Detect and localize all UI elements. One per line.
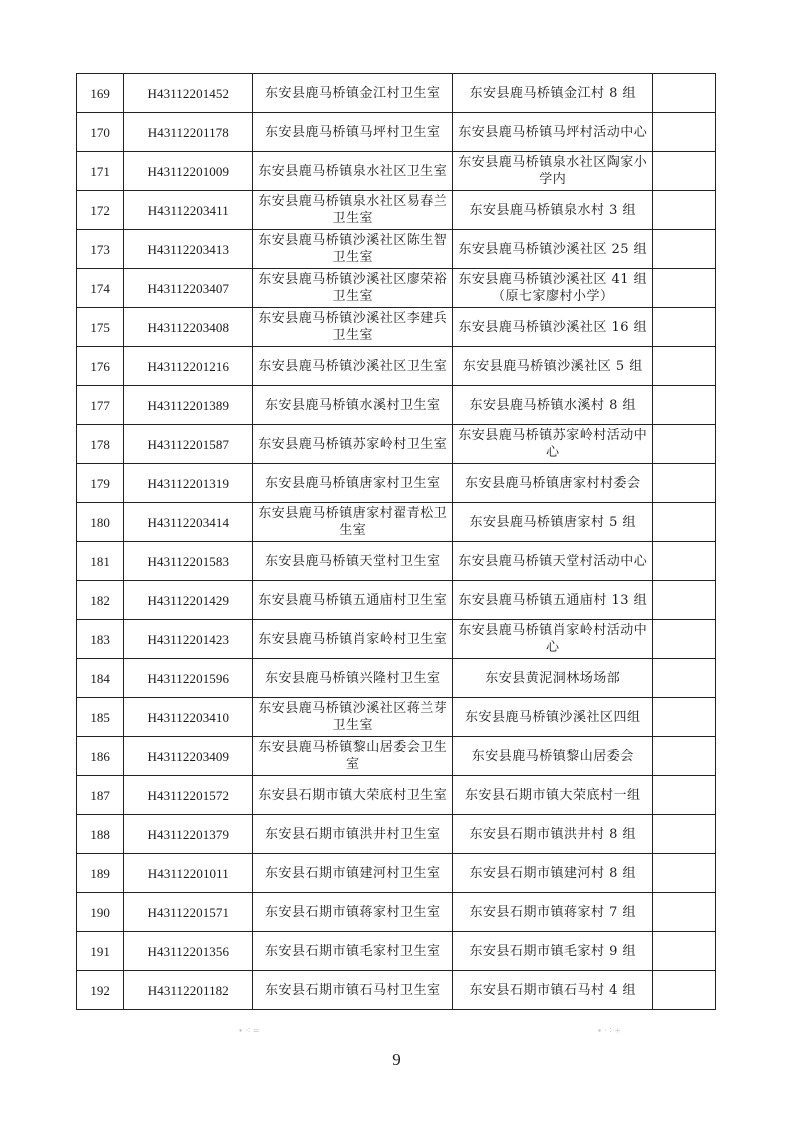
row-index: 179 (77, 464, 124, 503)
row-index: 169 (77, 74, 124, 113)
table-row (77, 152, 716, 191)
row-index: 178 (77, 425, 124, 464)
institution-code: H43112203411 (124, 191, 253, 230)
clinic-name: 东安县鹿马桥镇金江村卫生室 (253, 74, 453, 113)
clinic-address: 东安县黄泥洞林场场部 (453, 659, 653, 698)
row-index: 181 (77, 542, 124, 581)
table-row (77, 893, 716, 932)
table-row (77, 503, 716, 542)
remarks-cell (653, 347, 716, 386)
table-row (77, 659, 716, 698)
institution-code: H43112201429 (124, 581, 253, 620)
row-index: 191 (77, 932, 124, 971)
remarks-cell (653, 386, 716, 425)
clinic-name: 东安县鹿马桥镇兴隆村卫生室 (253, 659, 453, 698)
clinic-name: 东安县石期市镇石马村卫生室 (253, 971, 453, 1010)
clinic-name: 东安县鹿马桥镇苏家岭村卫生室 (253, 425, 453, 464)
remarks-cell (653, 230, 716, 269)
row-index: 171 (77, 152, 124, 191)
table-row (77, 698, 716, 737)
remarks-cell (653, 620, 716, 659)
row-index: 185 (77, 698, 124, 737)
row-index: 177 (77, 386, 124, 425)
table-row (77, 932, 716, 971)
table-row (77, 308, 716, 347)
clinic-address: 东安县鹿马桥镇泉水社区陶家小学内 (453, 152, 653, 191)
clinic-address: 东安县鹿马桥镇水溪村 8 组 (453, 386, 653, 425)
clinic-address: 东安县鹿马桥镇唐家村 5 组 (453, 503, 653, 542)
clinic-address: 东安县石期市镇大荣底村一组 (453, 776, 653, 815)
remarks-cell (653, 113, 716, 152)
institution-code: H43112201572 (124, 776, 253, 815)
clinic-address: 东安县鹿马桥镇沙溪社区 25 组 (453, 230, 653, 269)
clinic-address: 东安县鹿马桥镇五通庙村 13 组 (453, 581, 653, 620)
remarks-cell (653, 74, 716, 113)
table-row (77, 464, 716, 503)
remarks-cell (653, 581, 716, 620)
table-row (77, 776, 716, 815)
institution-code: H43112201423 (124, 620, 253, 659)
table-row (77, 191, 716, 230)
remarks-cell (653, 659, 716, 698)
remarks-cell (653, 191, 716, 230)
table-row (77, 971, 716, 1010)
row-index: 192 (77, 971, 124, 1010)
row-index: 174 (77, 269, 124, 308)
row-index: 190 (77, 893, 124, 932)
row-index: 182 (77, 581, 124, 620)
remarks-cell (653, 152, 716, 191)
clinic-address: 东安县鹿马桥镇天堂村活动中心 (453, 542, 653, 581)
table-row (77, 347, 716, 386)
table-row (77, 269, 716, 308)
remarks-cell (653, 815, 716, 854)
scan-artifact: ∙ ·∶ = (238, 1026, 260, 1035)
remarks-cell (653, 737, 716, 776)
clinic-name: 东安县鹿马桥镇马坪村卫生室 (253, 113, 453, 152)
clinic-address: 东安县鹿马桥镇沙溪社区四组 (453, 698, 653, 737)
table-row (77, 230, 716, 269)
row-index: 187 (77, 776, 124, 815)
institution-code: H43112203414 (124, 503, 253, 542)
table-row (77, 113, 716, 152)
clinic-address: 东安县鹿马桥镇泉水村 3 组 (453, 191, 653, 230)
row-index: 184 (77, 659, 124, 698)
clinic-address: 东安县鹿马桥镇马坪村活动中心 (453, 113, 653, 152)
row-index: 186 (77, 737, 124, 776)
remarks-cell (653, 893, 716, 932)
institution-code: H43112201379 (124, 815, 253, 854)
institution-code: H43112201319 (124, 464, 253, 503)
institution-code: H43112203407 (124, 269, 253, 308)
clinic-name: 东安县鹿马桥镇泉水社区易春兰卫生室 (253, 191, 453, 230)
clinic-name: 东安县石期市镇建河村卫生室 (253, 854, 453, 893)
clinic-address: 东安县鹿马桥镇唐家村村委会 (453, 464, 653, 503)
institution-code: H43112201389 (124, 386, 253, 425)
table-row (77, 425, 716, 464)
institution-code: H43112201182 (124, 971, 253, 1010)
institution-code: H43112203409 (124, 737, 253, 776)
row-index: 173 (77, 230, 124, 269)
clinic-address: 东安县鹿马桥镇苏家岭村活动中心 (453, 425, 653, 464)
institution-code: H43112201583 (124, 542, 253, 581)
institution-code: H43112201216 (124, 347, 253, 386)
row-index: 170 (77, 113, 124, 152)
clinic-name: 东安县鹿马桥镇沙溪社区卫生室 (253, 347, 453, 386)
clinic-address: 东安县鹿马桥镇金江村 8 组 (453, 74, 653, 113)
table-row (77, 737, 716, 776)
table-body (77, 74, 716, 1010)
remarks-cell (653, 464, 716, 503)
clinic-name: 东安县鹿马桥镇沙溪社区廖荣裕卫生室 (253, 269, 453, 308)
institution-code: H43112203408 (124, 308, 253, 347)
clinic-name: 东安县鹿马桥镇泉水社区卫生室 (253, 152, 453, 191)
row-index: 189 (77, 854, 124, 893)
clinic-name: 东安县鹿马桥镇沙溪社区李建兵卫生室 (253, 308, 453, 347)
table-row (77, 74, 716, 113)
remarks-cell (653, 971, 716, 1010)
table-row (77, 620, 716, 659)
remarks-cell (653, 854, 716, 893)
clinic-list-table (76, 73, 716, 1010)
table-row (77, 581, 716, 620)
page-number: 9 (392, 1050, 401, 1069)
institution-code: H43112203413 (124, 230, 253, 269)
clinic-name: 东安县鹿马桥镇水溪村卫生室 (253, 386, 453, 425)
row-index: 183 (77, 620, 124, 659)
clinic-name: 东安县鹿马桥镇沙溪社区陈生智卫生室 (253, 230, 453, 269)
remarks-cell (653, 308, 716, 347)
clinic-name: 东安县石期市镇毛家村卫生室 (253, 932, 453, 971)
institution-code: H43112201356 (124, 932, 253, 971)
clinic-name: 东安县鹿马桥镇唐家村翟青松卫生室 (253, 503, 453, 542)
clinic-name: 东安县鹿马桥镇肖家岭村卫生室 (253, 620, 453, 659)
row-index: 175 (77, 308, 124, 347)
remarks-cell (653, 503, 716, 542)
table-row (77, 854, 716, 893)
clinic-address: 东安县鹿马桥镇黎山居委会 (453, 737, 653, 776)
institution-code: H43112201571 (124, 893, 253, 932)
institution-code: H43112201596 (124, 659, 253, 698)
clinic-name: 东安县鹿马桥镇沙溪社区蒋兰芽卫生室 (253, 698, 453, 737)
clinic-address: 东安县石期市镇建河村 8 组 (453, 854, 653, 893)
clinic-name: 东安县鹿马桥镇五通庙村卫生室 (253, 581, 453, 620)
institution-code: H43112203410 (124, 698, 253, 737)
table-row (77, 815, 716, 854)
remarks-cell (653, 932, 716, 971)
institution-code: H43112201178 (124, 113, 253, 152)
remarks-cell (653, 269, 716, 308)
row-index: 188 (77, 815, 124, 854)
institution-code: H43112201009 (124, 152, 253, 191)
clinic-name: 东安县石期市镇大荣底村卫生室 (253, 776, 453, 815)
clinic-name: 东安县鹿马桥镇黎山居委会卫生室 (253, 737, 453, 776)
clinic-address: 东安县鹿马桥镇肖家岭村活动中心 (453, 620, 653, 659)
institution-code: H43112201452 (124, 74, 253, 113)
clinic-address: 东安县鹿马桥镇沙溪社区 5 组 (453, 347, 653, 386)
row-index: 176 (77, 347, 124, 386)
clinic-address: 东安县石期市镇洪井村 8 组 (453, 815, 653, 854)
institution-code: H43112201587 (124, 425, 253, 464)
remarks-cell (653, 542, 716, 581)
clinic-address: 东安县鹿马桥镇沙溪社区 16 组 (453, 308, 653, 347)
table-row (77, 542, 716, 581)
table-row (77, 386, 716, 425)
remarks-cell (653, 425, 716, 464)
institution-code: H43112201011 (124, 854, 253, 893)
row-index: 180 (77, 503, 124, 542)
clinic-name: 东安县鹿马桥镇唐家村卫生室 (253, 464, 453, 503)
clinic-name: 东安县石期市镇蒋家村卫生室 (253, 893, 453, 932)
scan-artifact: ∙ · ∶ ÷ (597, 1026, 621, 1035)
row-index: 172 (77, 191, 124, 230)
remarks-cell (653, 776, 716, 815)
remarks-cell (653, 698, 716, 737)
clinic-name: 东安县鹿马桥镇天堂村卫生室 (253, 542, 453, 581)
clinic-address: 东安县石期市镇蒋家村 7 组 (453, 893, 653, 932)
clinic-address: 东安县石期市镇石马村 4 组 (453, 971, 653, 1010)
clinic-address: 东安县鹿马桥镇沙溪社区 41 组（原七家廖村小学） (453, 269, 653, 308)
clinic-address: 东安县石期市镇毛家村 9 组 (453, 932, 653, 971)
clinic-name: 东安县石期市镇洪井村卫生室 (253, 815, 453, 854)
